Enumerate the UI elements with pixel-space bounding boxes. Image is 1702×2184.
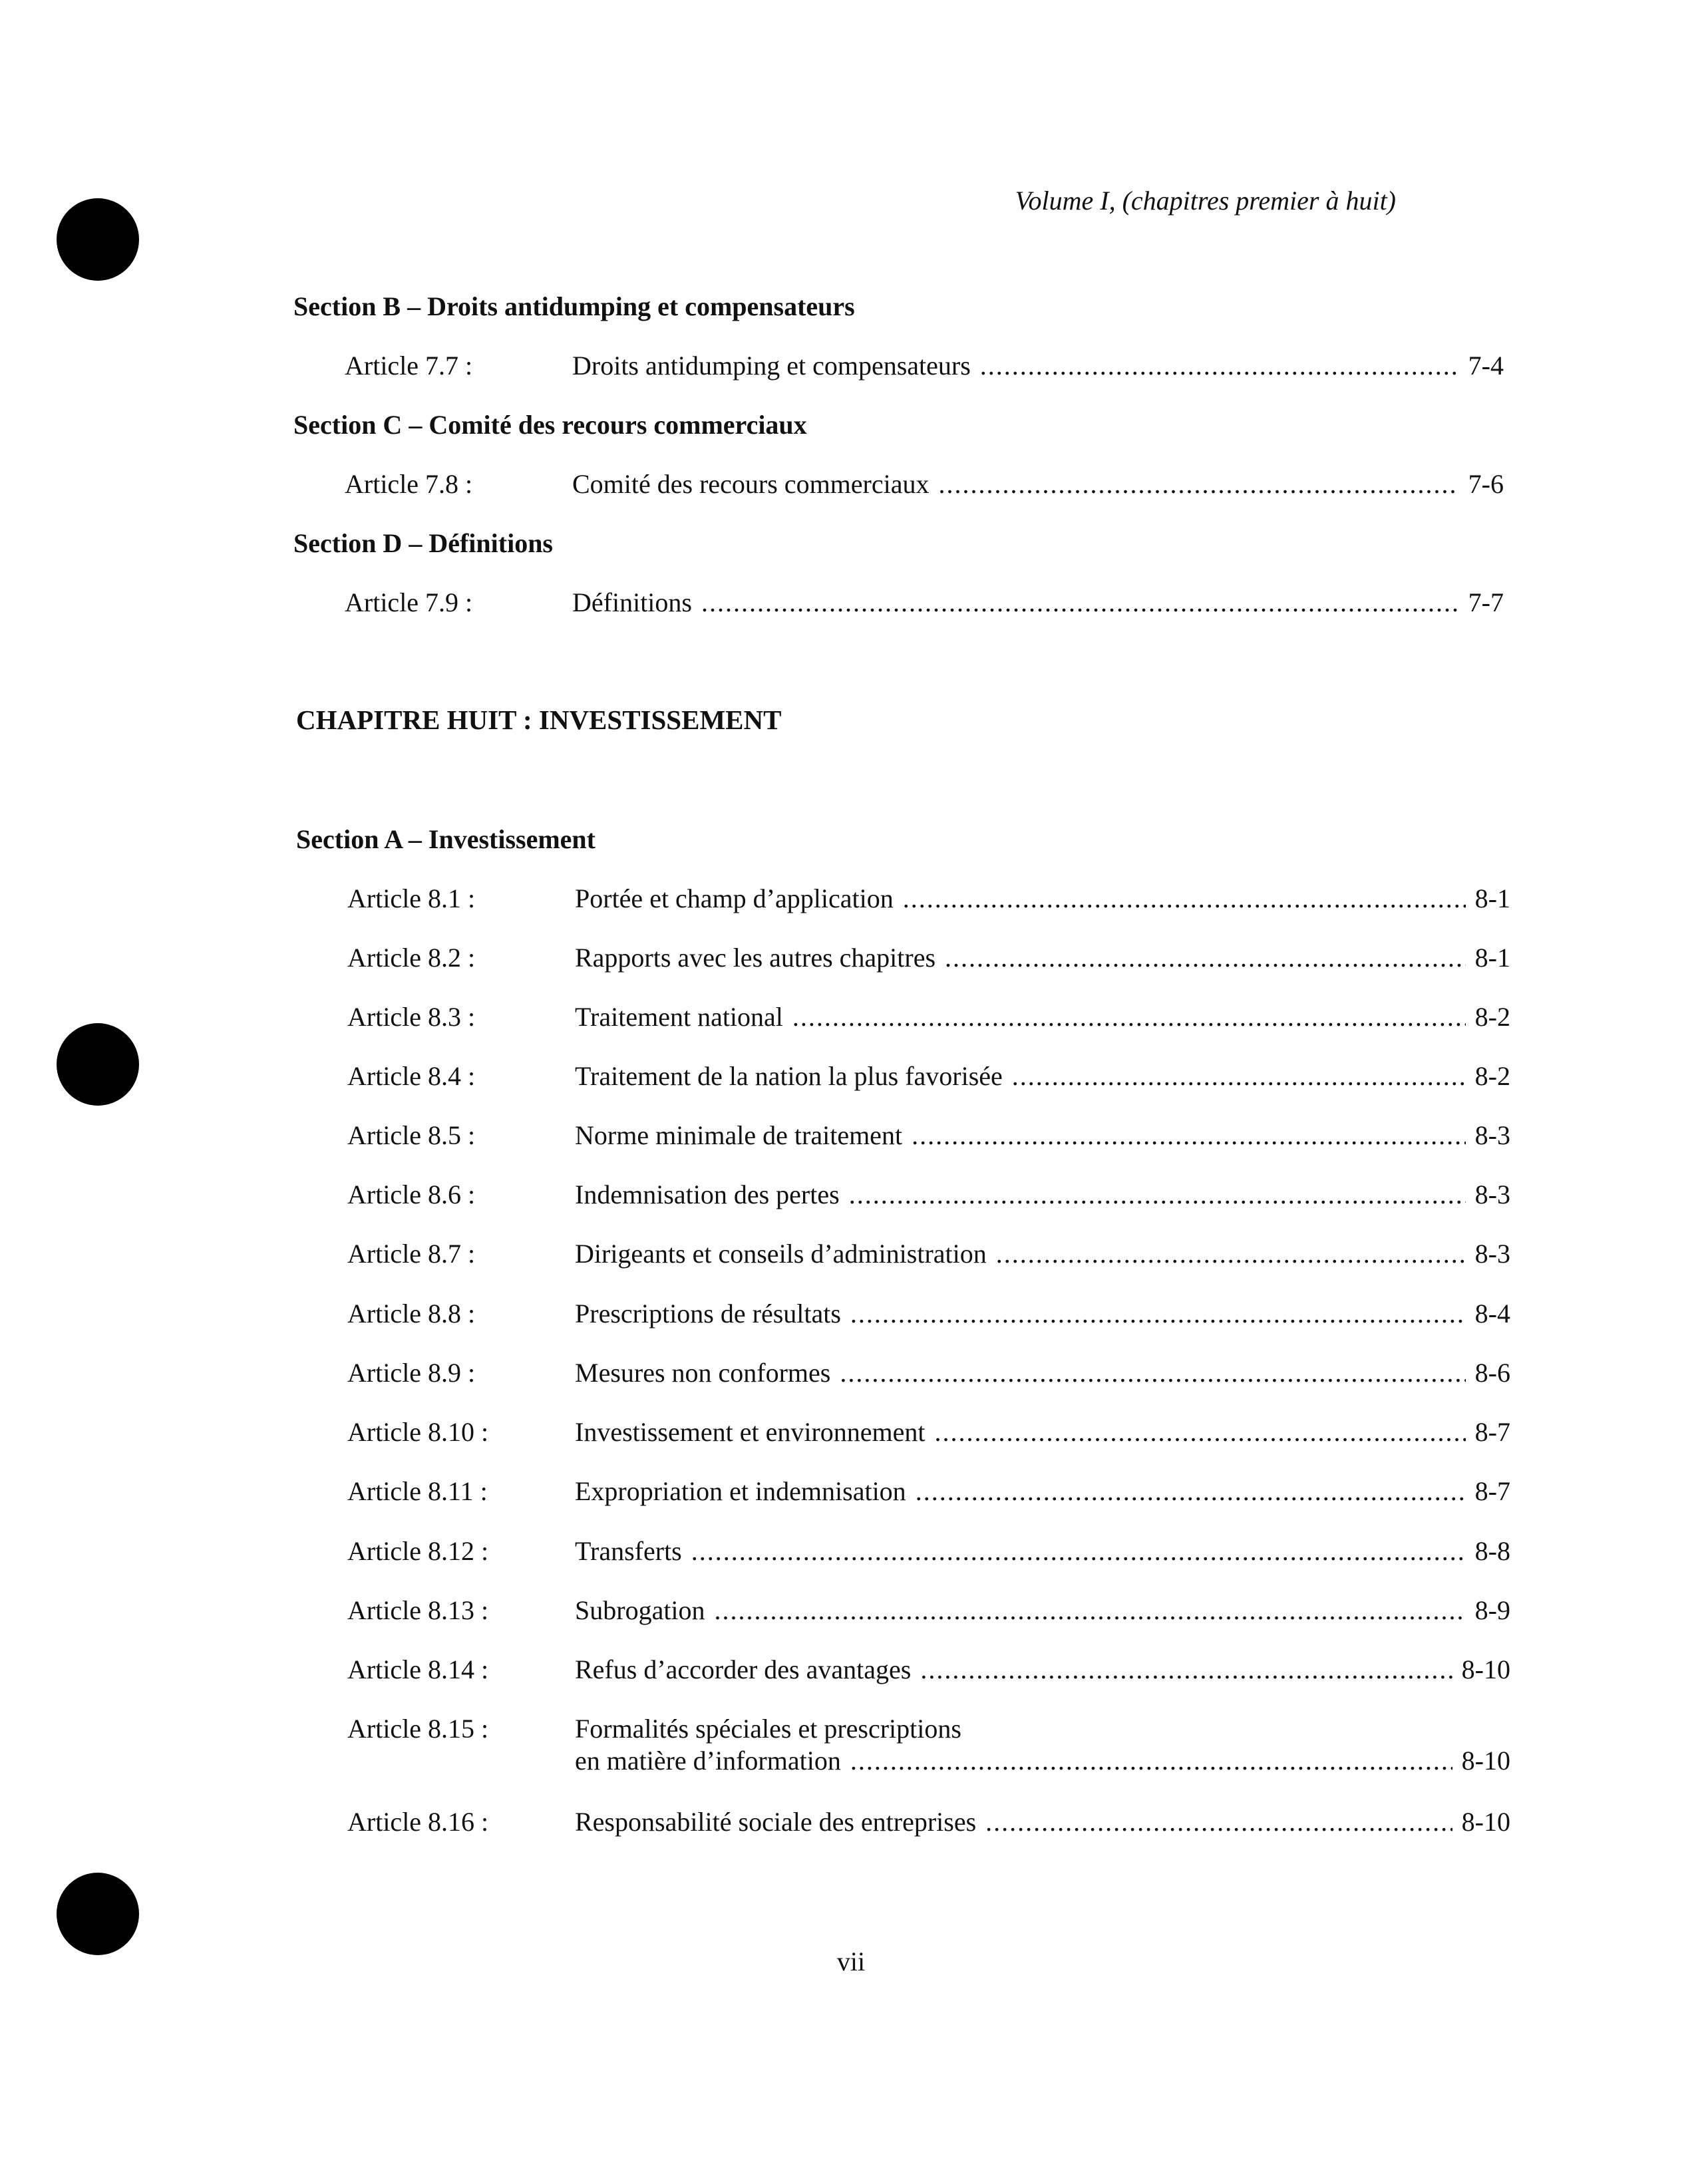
article-number: Article 8.7 : — [347, 1239, 476, 1269]
article-title: Mesures non conformes — [575, 1358, 831, 1388]
section-c-title: Section C – Comité des recours commerciaux — [293, 410, 807, 440]
chapter-title: CHAPITRE HUIT : INVESTISSEMENT — [296, 704, 782, 735]
dot-leader — [903, 883, 1466, 914]
article-title: Dirigeants et conseils d’administration — [575, 1239, 987, 1269]
dot-leader — [1012, 1060, 1466, 1092]
page-number: vii — [836, 1947, 866, 1976]
article-number: Article 8.15 : — [347, 1714, 489, 1744]
page-ref: 8-3 — [1474, 1239, 1510, 1269]
page-ref: 8-1 — [1474, 883, 1510, 913]
article-title: Définitions — [572, 587, 692, 617]
toc-line — [575, 1535, 1510, 1567]
dot-leader — [850, 1745, 1452, 1776]
dot-leader — [980, 350, 1459, 381]
toc-line — [572, 468, 1504, 500]
dot-leader — [701, 587, 1459, 618]
dot-leader — [849, 1179, 1466, 1210]
article-title: Indemnisation des pertes — [575, 1179, 840, 1209]
toc-line — [575, 942, 1510, 973]
section-a-title: Section A – Investissement — [296, 824, 596, 854]
toc-line — [575, 1476, 1510, 1507]
page-ref: 8-7 — [1474, 1417, 1510, 1447]
dot-leader — [715, 1595, 1466, 1626]
page-ref: 8-1 — [1474, 943, 1510, 973]
article-title: Expropriation et indemnisation — [575, 1476, 906, 1506]
dot-leader — [840, 1357, 1465, 1388]
article-number: Article 8.9 : — [347, 1358, 476, 1388]
article-title: Traitement de la nation la plus favorisée — [575, 1061, 1003, 1091]
toc-line — [575, 1595, 1510, 1626]
dot-leader — [935, 1416, 1466, 1448]
toc-line — [575, 883, 1510, 914]
article-title: Responsabilité sociale des entreprises — [575, 1807, 977, 1837]
toc-line — [575, 1238, 1510, 1269]
article-number: Article 8.16 : — [347, 1807, 489, 1837]
article-title: Refus d’accorder des avantages — [575, 1654, 912, 1684]
dot-leader — [792, 1001, 1466, 1032]
article-title-line-1: Formalités spéciales et prescriptions — [575, 1714, 961, 1744]
toc-line — [575, 1745, 1510, 1776]
article-number: Article 7.9 : — [345, 587, 473, 617]
article-title: Droits antidumping et compensateurs — [572, 351, 971, 381]
page-ref: 8-3 — [1474, 1120, 1510, 1150]
article-number: Article 8.11 : — [347, 1476, 488, 1506]
page-ref: 8-8 — [1474, 1536, 1510, 1566]
toc-line — [575, 1060, 1510, 1092]
article-title: Rapports avec les autres chapitres — [575, 943, 936, 973]
dot-leader — [691, 1535, 1466, 1567]
page-ref: 8-9 — [1474, 1595, 1510, 1625]
section-b-title: Section B – Droits antidumping et compensateurs — [293, 291, 855, 321]
toc-line — [575, 1179, 1510, 1210]
article-number: Article 8.1 : — [347, 883, 476, 913]
toc-line — [572, 587, 1504, 618]
toc-line — [575, 1806, 1510, 1837]
article-number: Article 8.2 : — [347, 943, 476, 973]
page-ref: 8-10 — [1461, 1654, 1510, 1684]
article-title: Comité des recours commerciaux — [572, 469, 930, 499]
dot-leader — [985, 1806, 1452, 1837]
dot-leader — [916, 1476, 1466, 1507]
toc-line — [575, 1001, 1510, 1032]
punch-hole-bottom — [57, 1873, 139, 1955]
article-number: Article 8.3 : — [347, 1002, 476, 1032]
page-ref: 8-3 — [1474, 1179, 1510, 1209]
article-title: Portée et champ d’application — [575, 883, 894, 913]
article-number: Article 8.10 : — [347, 1417, 489, 1447]
article-number: Article 8.12 : — [347, 1536, 489, 1566]
page-ref: 8-2 — [1474, 1061, 1510, 1091]
toc-line — [575, 1357, 1510, 1388]
toc-line — [572, 350, 1504, 381]
page-ref: 8-10 — [1461, 1746, 1510, 1776]
running-header: Volume I, (chapitres premier à huit) — [1015, 186, 1396, 216]
article-number: Article 8.8 : — [347, 1299, 476, 1328]
article-number: Article 7.7 : — [345, 351, 473, 381]
article-number: Article 7.8 : — [345, 469, 473, 499]
dot-leader — [996, 1238, 1466, 1269]
article-number: Article 8.5 : — [347, 1120, 476, 1150]
article-title: Subrogation — [575, 1595, 705, 1625]
page-ref: 8-2 — [1474, 1002, 1510, 1032]
article-title: Transferts — [575, 1536, 682, 1566]
article-number: Article 8.13 : — [347, 1595, 489, 1625]
toc-line — [575, 1120, 1510, 1151]
page-ref: 7-6 — [1468, 469, 1504, 499]
dot-leader — [945, 942, 1466, 973]
article-number: Article 8.4 : — [347, 1061, 476, 1091]
dot-leader — [920, 1654, 1452, 1685]
article-title: Prescriptions de résultats — [575, 1299, 841, 1328]
article-number: Article 8.14 : — [347, 1654, 489, 1684]
dot-leader — [912, 1120, 1466, 1151]
dot-leader — [850, 1298, 1466, 1329]
article-title: Traitement national — [575, 1002, 783, 1032]
section-d-title: Section D – Définitions — [293, 528, 553, 558]
article-title-line-2: en matière d’information — [575, 1746, 841, 1776]
article-number: Article 8.6 : — [347, 1179, 476, 1209]
toc-line — [575, 1654, 1510, 1685]
page-ref: 8-10 — [1461, 1807, 1510, 1837]
dot-leader — [938, 468, 1458, 500]
page-ref: 8-4 — [1474, 1299, 1510, 1328]
punch-hole-top — [57, 198, 139, 281]
article-title: Investissement et environnement — [575, 1417, 926, 1447]
article-title: Norme minimale de traitement — [575, 1120, 903, 1150]
punch-hole-middle — [57, 1023, 139, 1106]
toc-line — [575, 1416, 1510, 1448]
page-ref: 7-7 — [1468, 587, 1504, 617]
page-ref: 8-7 — [1474, 1476, 1510, 1506]
page-ref: 7-4 — [1468, 351, 1504, 381]
toc-line — [575, 1298, 1510, 1329]
page-ref: 8-6 — [1474, 1358, 1510, 1388]
